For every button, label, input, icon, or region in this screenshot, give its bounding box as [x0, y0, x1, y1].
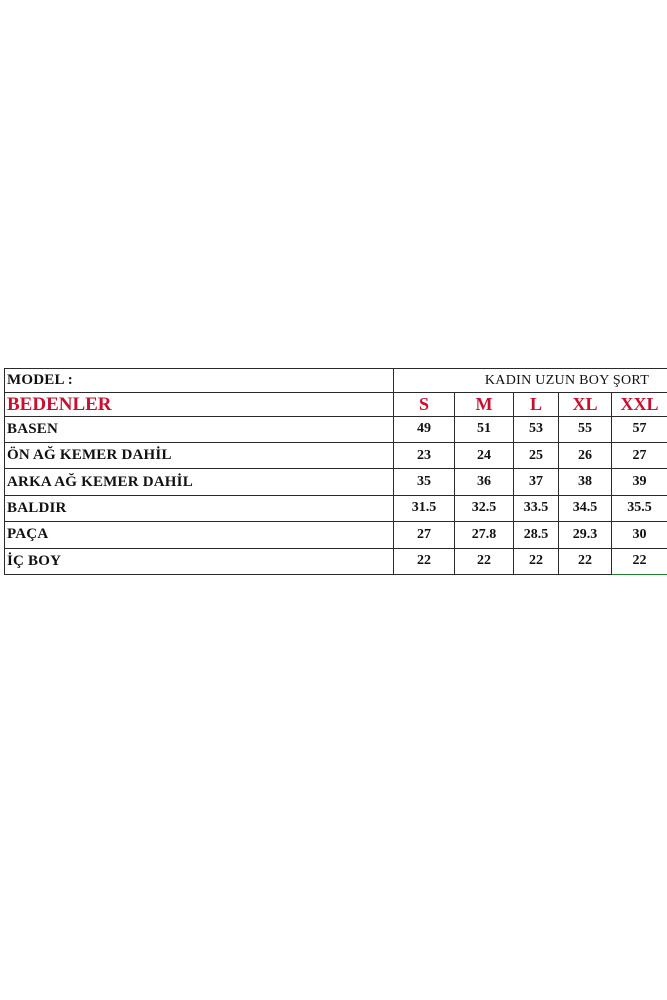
table-cell: 30 [612, 522, 667, 548]
table-row-on-ag [5, 443, 667, 469]
table-cell: 57 [612, 416, 667, 442]
model-label: MODEL : [5, 369, 394, 393]
table-cell: 38 [559, 469, 612, 495]
table-cell: 36 [455, 469, 514, 495]
table-row-basen [5, 416, 667, 442]
table-row-paca [5, 522, 667, 548]
row-label: BASEN [5, 416, 394, 442]
table-cell: 35 [394, 469, 455, 495]
table-cell: 37 [514, 469, 559, 495]
table-cell: 31.5 [394, 495, 455, 521]
model-name: KADIN UZUN BOY ŞORT [394, 369, 667, 393]
table-cell: 22 [559, 548, 612, 574]
table-cell: 27 [612, 443, 667, 469]
table-cell: 28.5 [514, 522, 559, 548]
size-header-xxl: XXL [612, 393, 667, 416]
table-cell: 22 [455, 548, 514, 574]
table-cell: 26 [559, 443, 612, 469]
table-cell: 49 [394, 416, 455, 442]
table-cell: 27.8 [455, 522, 514, 548]
row-label: BALDIR [5, 495, 394, 521]
table-cell: 53 [514, 416, 559, 442]
table-cell: 39 [612, 469, 667, 495]
size-chart-table [4, 368, 667, 575]
table-cell: 51 [455, 416, 514, 442]
row-label: ÖN AĞ KEMER DAHİL [5, 443, 394, 469]
table-cell: 24 [455, 443, 514, 469]
size-header-xl: XL [559, 393, 612, 416]
table-cell: 22 [514, 548, 559, 574]
table-cell: 27 [394, 522, 455, 548]
selected-table-cell[interactable]: 22 [612, 548, 667, 574]
table-cell: 22 [394, 548, 455, 574]
size-header-m: M [455, 393, 514, 416]
table-cell: 33.5 [514, 495, 559, 521]
row-label: PAÇA [5, 522, 394, 548]
table-cell: 23 [394, 443, 455, 469]
table-row-arka-ag [5, 469, 667, 495]
table-cell: 34.5 [559, 495, 612, 521]
row-label: İÇ BOY [5, 548, 394, 574]
table-cell: 55 [559, 416, 612, 442]
row-label: ARKA AĞ KEMER DAHİL [5, 469, 394, 495]
table-cell: 32.5 [455, 495, 514, 521]
size-header-s: S [394, 393, 455, 416]
size-header-l: L [514, 393, 559, 416]
sizes-header-row [5, 393, 667, 416]
sizes-label: BEDENLER [5, 393, 394, 416]
table-cell: 35.5 [612, 495, 667, 521]
table-cell: 25 [514, 443, 559, 469]
model-row [5, 369, 667, 393]
table-row-baldir [5, 495, 667, 521]
table-row-ic-boy [5, 548, 667, 574]
table-cell: 29.3 [559, 522, 612, 548]
